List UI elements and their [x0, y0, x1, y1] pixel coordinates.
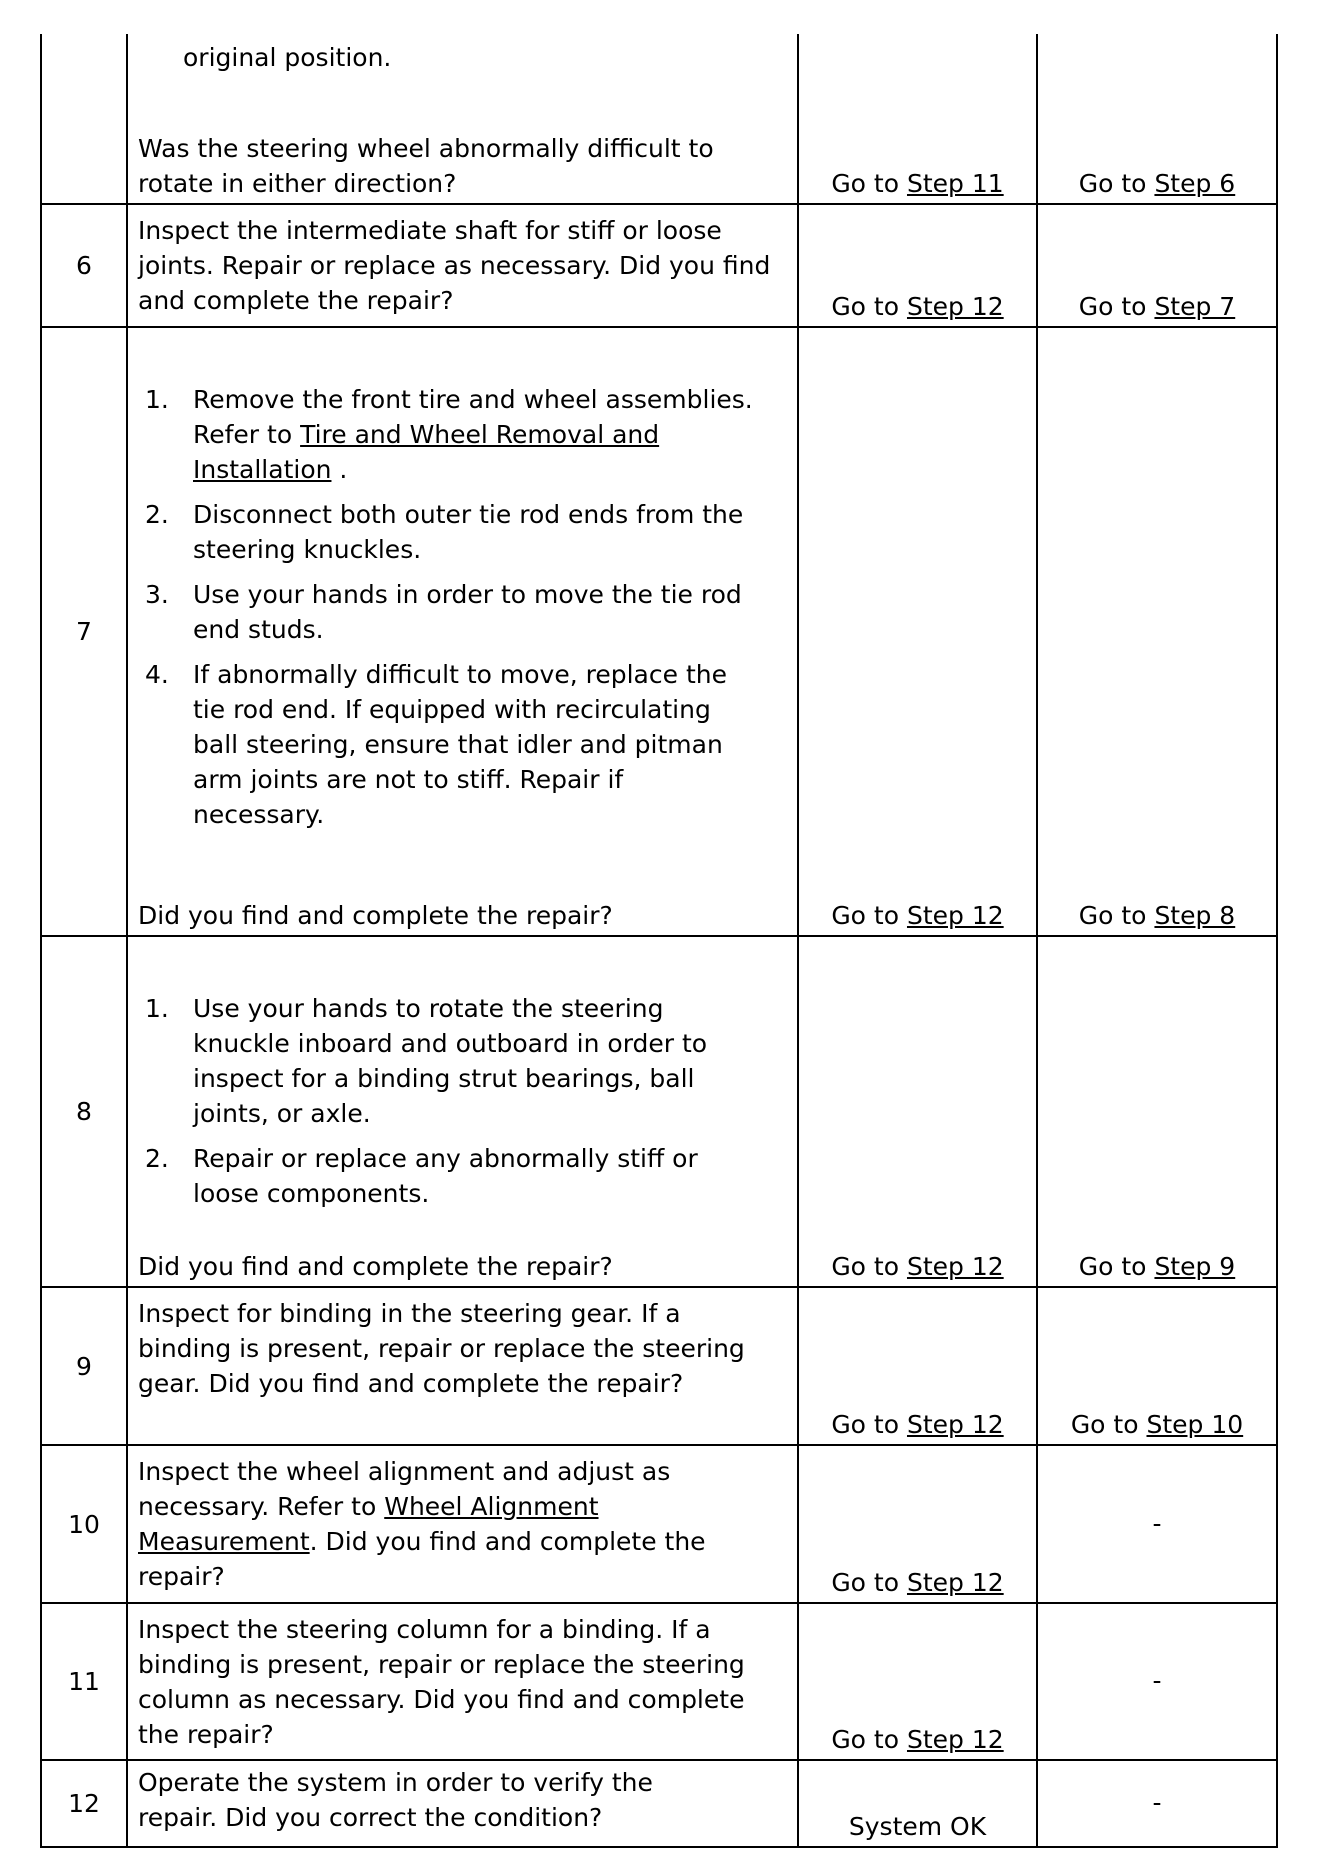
step-link[interactable]: Step 12 [906, 1252, 1004, 1281]
no-cell [1038, 1446, 1278, 1602]
step-number: 11 [40, 1604, 128, 1759]
table-row-step-6 [40, 205, 1278, 328]
question-text: Did you find and complete the repair? [138, 1252, 613, 1281]
table-row-step-9 [40, 1288, 1278, 1446]
step-number: 10 [40, 1446, 128, 1602]
step-link[interactable]: Step 12 [906, 1410, 1004, 1439]
step-link[interactable]: Step 12 [906, 1568, 1004, 1597]
wheel-alignment-link[interactable]: Wheel Alignment Measurement [138, 1492, 599, 1556]
step-link[interactable]: Step 6 [1154, 169, 1236, 198]
list-text: Disconnect both outer tie rod ends from the steering knuckles. [193, 500, 744, 564]
table-row-step-10 [40, 1446, 1278, 1604]
go-to-label: Go to [1078, 901, 1155, 930]
table-row-step-8 [40, 937, 1278, 1288]
table-row-step-12 [40, 1761, 1278, 1848]
go-to-label: Go to [1078, 292, 1155, 321]
yes-cell [799, 1288, 1038, 1444]
list-item-tail: original position. [183, 43, 392, 72]
no-cell [1038, 205, 1278, 326]
step-number: 12 [40, 1761, 128, 1846]
go-to-label: Go to [1078, 169, 1155, 198]
go-to-label: Go to [831, 169, 907, 198]
description-text: . Did you find and complete the repair? [138, 1527, 706, 1591]
empty-dash: - [1152, 1666, 1162, 1695]
no-cell [1038, 1288, 1278, 1444]
description-cell [128, 1446, 799, 1602]
yes-cell [799, 1446, 1038, 1602]
list-item [138, 497, 789, 567]
description-cell [128, 937, 799, 1286]
list-text: Use your hands in order to move the tie rod end studs. [193, 580, 742, 644]
list-number: 4. [145, 660, 169, 689]
step-number: 6 [40, 205, 128, 326]
step-number-cell [40, 34, 128, 203]
list-number: 1. [145, 385, 169, 414]
description-text: Inspect for binding in the steering gear. If a binding is present, repair or replace the steering gear. Did you find and complete the repair? [128, 1288, 799, 1444]
list-number: 1. [145, 994, 169, 1023]
empty-dash: - [1152, 1508, 1162, 1538]
yes-cell [799, 1604, 1038, 1759]
step-link[interactable]: Step 10 [1146, 1410, 1244, 1439]
go-to-label: Go to [1078, 1252, 1155, 1281]
list-text: Remove the front tire and wheel assemblies. Refer to [193, 385, 753, 449]
go-to-label: Go to [831, 1410, 907, 1439]
yes-cell [799, 1761, 1038, 1846]
empty-dash: - [1152, 1788, 1162, 1817]
table-row-step-11 [40, 1604, 1278, 1761]
description-cell [128, 328, 799, 935]
description-text: Inspect the wheel alignment and adjust as necessary. Refer to [138, 1457, 671, 1521]
list-item [138, 991, 789, 1131]
list-item [138, 577, 789, 647]
list-text: Use your hands to rotate the steering knuckle inboard and outboard in order to inspect for a binding strut bearings, ball joints, or axle. [193, 994, 708, 1128]
description-text: Inspect the intermediate shaft for stiff or loose joints. Repair or replace as necessary. Did you find and complete the repair? [128, 205, 799, 326]
step-link[interactable]: Step 7 [1154, 292, 1236, 321]
table-row-step-7 [40, 328, 1278, 937]
description-text: Inspect the steering column for a binding. If a binding is present, repair or replace the steering column as necessary. Did you find and complete the repair? [128, 1604, 799, 1759]
step-number: 7 [40, 328, 128, 935]
list-item [138, 657, 789, 832]
no-cell [1038, 34, 1278, 203]
step-link[interactable]: Step 9 [1154, 1252, 1236, 1281]
system-ok-text: System OK [848, 1812, 987, 1841]
no-cell [1038, 1604, 1278, 1759]
instruction-list [138, 382, 789, 842]
yes-cell [799, 205, 1038, 326]
list-text: If abnormally difficult to move, replace the tie rod end. If equipped with recirculating ball steering, ensure that idler and pitman arm joints are not to stiff. Repair if necessary. [193, 660, 727, 829]
step-link[interactable]: Step 8 [1154, 901, 1236, 930]
question-text: Was the steering wheel abnormally difficult to rotate in either direction? [138, 134, 714, 198]
list-item [138, 1141, 789, 1211]
no-cell [1038, 937, 1278, 1286]
list-number: 2. [145, 1144, 169, 1173]
go-to-label: Go to [831, 1568, 907, 1597]
step-link[interactable]: Step 12 [906, 292, 1004, 321]
go-to-label: Go to [831, 1725, 907, 1754]
list-number: 3. [145, 580, 169, 609]
step-link[interactable]: Step 12 [906, 1725, 1004, 1754]
description-text: Operate the system in order to verify the repair. Did you correct the condition? [128, 1761, 799, 1846]
list-number: 2. [145, 500, 169, 529]
no-cell [1038, 328, 1278, 935]
list-text: Repair or replace any abnormally stiff or loose components. [193, 1144, 698, 1208]
step-number: 8 [40, 937, 128, 1286]
no-cell [1038, 1761, 1278, 1846]
yes-cell [799, 937, 1038, 1286]
instruction-list [138, 991, 789, 1221]
list-item [138, 382, 789, 487]
go-to-label: Go to [831, 1252, 907, 1281]
question-text: Did you find and complete the repair? [138, 901, 613, 930]
yes-cell [799, 328, 1038, 935]
list-text: . [331, 455, 348, 484]
tire-wheel-removal-link[interactable]: Tire and Wheel Removal and Installation [193, 420, 660, 484]
step-number: 9 [40, 1288, 128, 1444]
go-to-label: Go to [831, 901, 907, 930]
go-to-label: Go to [831, 292, 907, 321]
yes-cell [799, 34, 1038, 203]
description-cell [128, 34, 799, 203]
go-to-label: Go to [1070, 1410, 1147, 1439]
step-link[interactable]: Step 11 [906, 169, 1004, 198]
table-row-step-5 [40, 34, 1278, 205]
step-link[interactable]: Step 12 [906, 901, 1004, 930]
